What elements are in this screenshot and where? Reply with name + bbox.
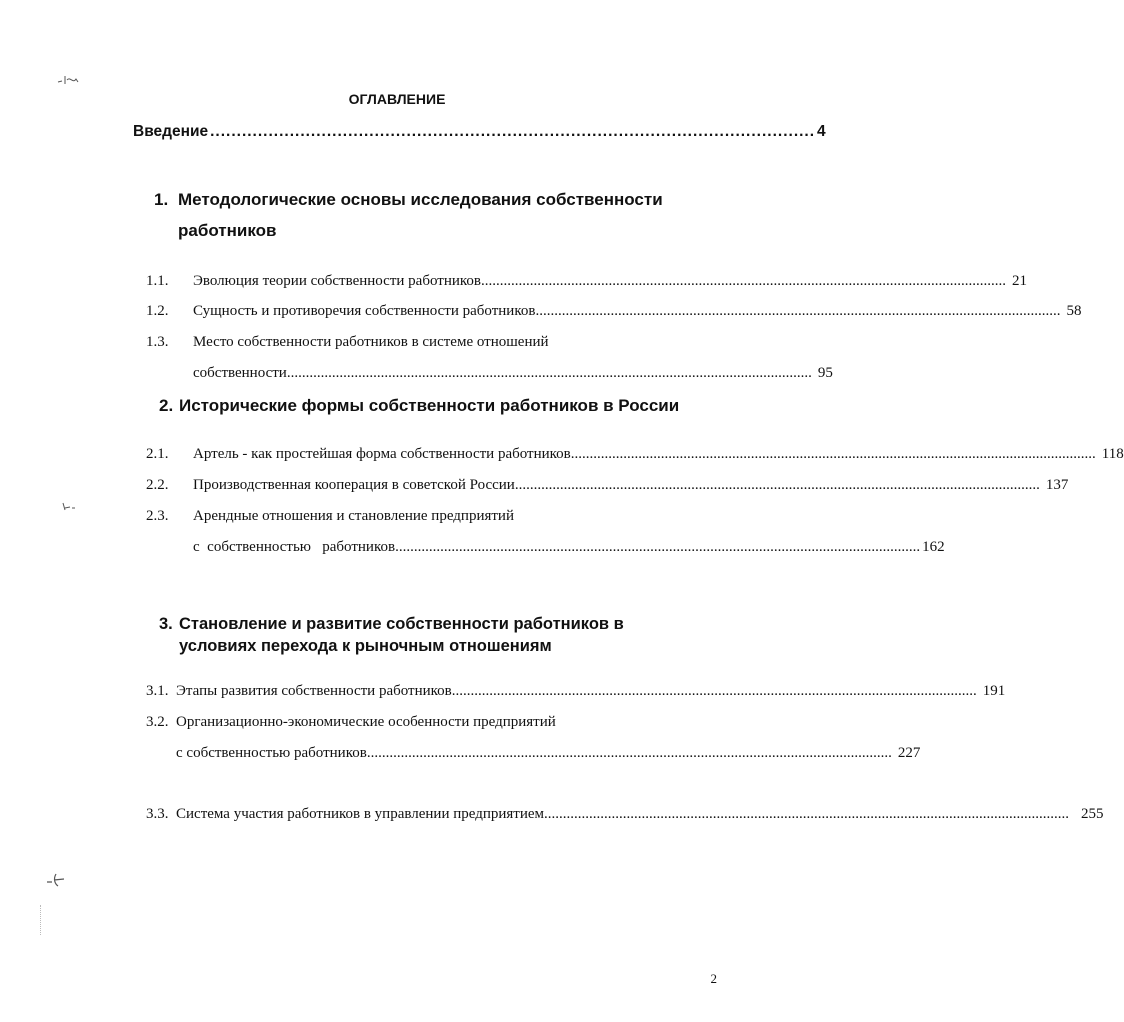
scan-mark bbox=[44, 870, 70, 890]
leader-dots: ............................................................................................................................................ bbox=[535, 303, 1061, 319]
intro-leader-dots: .................................................................................................................. bbox=[210, 123, 816, 140]
item-number: 3.3. bbox=[146, 806, 169, 822]
item-number: 2.2. bbox=[146, 477, 169, 493]
toc-item-2-3 bbox=[146, 508, 712, 525]
chapter1-title-line2: работников bbox=[178, 221, 277, 240]
item-title-line1: Место собственности работников в системе отношений bbox=[193, 334, 549, 350]
item-page: 162 bbox=[922, 539, 945, 555]
item-page: 58 bbox=[1066, 303, 1082, 319]
toc-item-2-1 bbox=[146, 446, 1124, 463]
chapter1-title-line1: Методологические основы исследования собственности bbox=[178, 190, 663, 209]
toc-item-3-2-cont bbox=[176, 745, 921, 762]
item-page: 255 bbox=[1081, 806, 1104, 822]
leader-dots: ............................................................................................................................................ bbox=[544, 806, 1070, 822]
chapter2-number: 2. bbox=[159, 396, 174, 415]
toc-intro-row bbox=[133, 123, 826, 141]
chapter3-number: 3. bbox=[159, 615, 173, 633]
item-number: 1.2. bbox=[146, 303, 169, 319]
item-page: 118 bbox=[1101, 446, 1124, 462]
leader-dots: ............................................................................................................................................ bbox=[286, 365, 812, 381]
item-number: 2.1. bbox=[146, 446, 169, 462]
item-title: Производственная кооперация в советской России bbox=[193, 477, 515, 493]
scan-mark bbox=[60, 500, 78, 514]
item-number: 3.1. bbox=[146, 683, 169, 699]
leader-dots: ............................................................................................................................................ bbox=[570, 446, 1096, 462]
toc-title: ОГЛАВЛЕНИЕ bbox=[348, 91, 446, 107]
item-page: 191 bbox=[982, 683, 1006, 699]
toc-item-3-3 bbox=[146, 806, 1104, 823]
chapter3-title-line2: условиях перехода к рыночным отношениям bbox=[179, 637, 552, 655]
toc-item-2-2 bbox=[146, 477, 1069, 494]
item-page: 95 bbox=[817, 365, 833, 381]
item-page: 227 bbox=[897, 745, 921, 761]
item-page: 21 bbox=[1011, 273, 1027, 289]
chapter2-title: Исторические формы собственности работников в России bbox=[179, 396, 680, 415]
chapter1-heading bbox=[154, 184, 663, 246]
item-title: Эволюция теории собственности работников bbox=[193, 273, 481, 289]
chapter3-title-line1: Становление и развитие собственности работников в bbox=[179, 615, 624, 633]
item-title: Сущность и противоречия собственности работников bbox=[193, 303, 536, 319]
scan-artifact-line bbox=[40, 905, 42, 935]
chapter1-number: 1. bbox=[154, 190, 169, 209]
item-number: 1.1. bbox=[146, 273, 169, 289]
item-title-line2: с собственностью работников bbox=[193, 539, 396, 555]
item-number: 3.2. bbox=[146, 714, 169, 730]
item-title: Система участия работников в управлении предприятием bbox=[176, 806, 545, 822]
item-number: 1.3. bbox=[146, 334, 169, 350]
toc-item-1-3 bbox=[146, 334, 712, 351]
toc-item-3-2 bbox=[146, 714, 712, 731]
item-title-line2: собственности bbox=[193, 365, 287, 381]
item-title-line1: Арендные отношения и становление предприятий bbox=[193, 508, 514, 524]
toc-item-2-3-cont bbox=[193, 539, 945, 556]
chapter3-heading bbox=[159, 613, 624, 657]
toc-item-1-3-cont bbox=[193, 365, 833, 382]
scan-mark bbox=[56, 72, 82, 88]
intro-page: 4 bbox=[817, 123, 826, 140]
chapter2-heading bbox=[159, 390, 679, 421]
toc-item-3-1 bbox=[146, 683, 1006, 700]
toc-item-1-2 bbox=[146, 303, 1082, 320]
toc-item-1-1 bbox=[146, 273, 1027, 290]
leader-dots: ............................................................................................................................................ bbox=[480, 273, 1006, 289]
item-title: Артель - как простейшая форма собственности работников bbox=[193, 446, 571, 462]
leader-dots: ............................................................................................................................................ bbox=[514, 477, 1040, 493]
item-title: Этапы развития собственности работников bbox=[176, 683, 452, 699]
leader-dots: ............................................................................................................................................ bbox=[395, 539, 921, 555]
leader-dots: ............................................................................................................................................ bbox=[366, 745, 892, 761]
leader-dots: ............................................................................................................................................ bbox=[451, 683, 977, 699]
item-title-line1: Организационно-экономические особенности предприятий bbox=[176, 714, 556, 730]
item-title-line2: с собственностью работников bbox=[176, 745, 367, 761]
item-number: 2.3. bbox=[146, 508, 169, 524]
intro-label: Введение bbox=[133, 123, 209, 140]
item-page: 137 bbox=[1045, 477, 1069, 493]
page-number: 2 bbox=[710, 971, 717, 986]
